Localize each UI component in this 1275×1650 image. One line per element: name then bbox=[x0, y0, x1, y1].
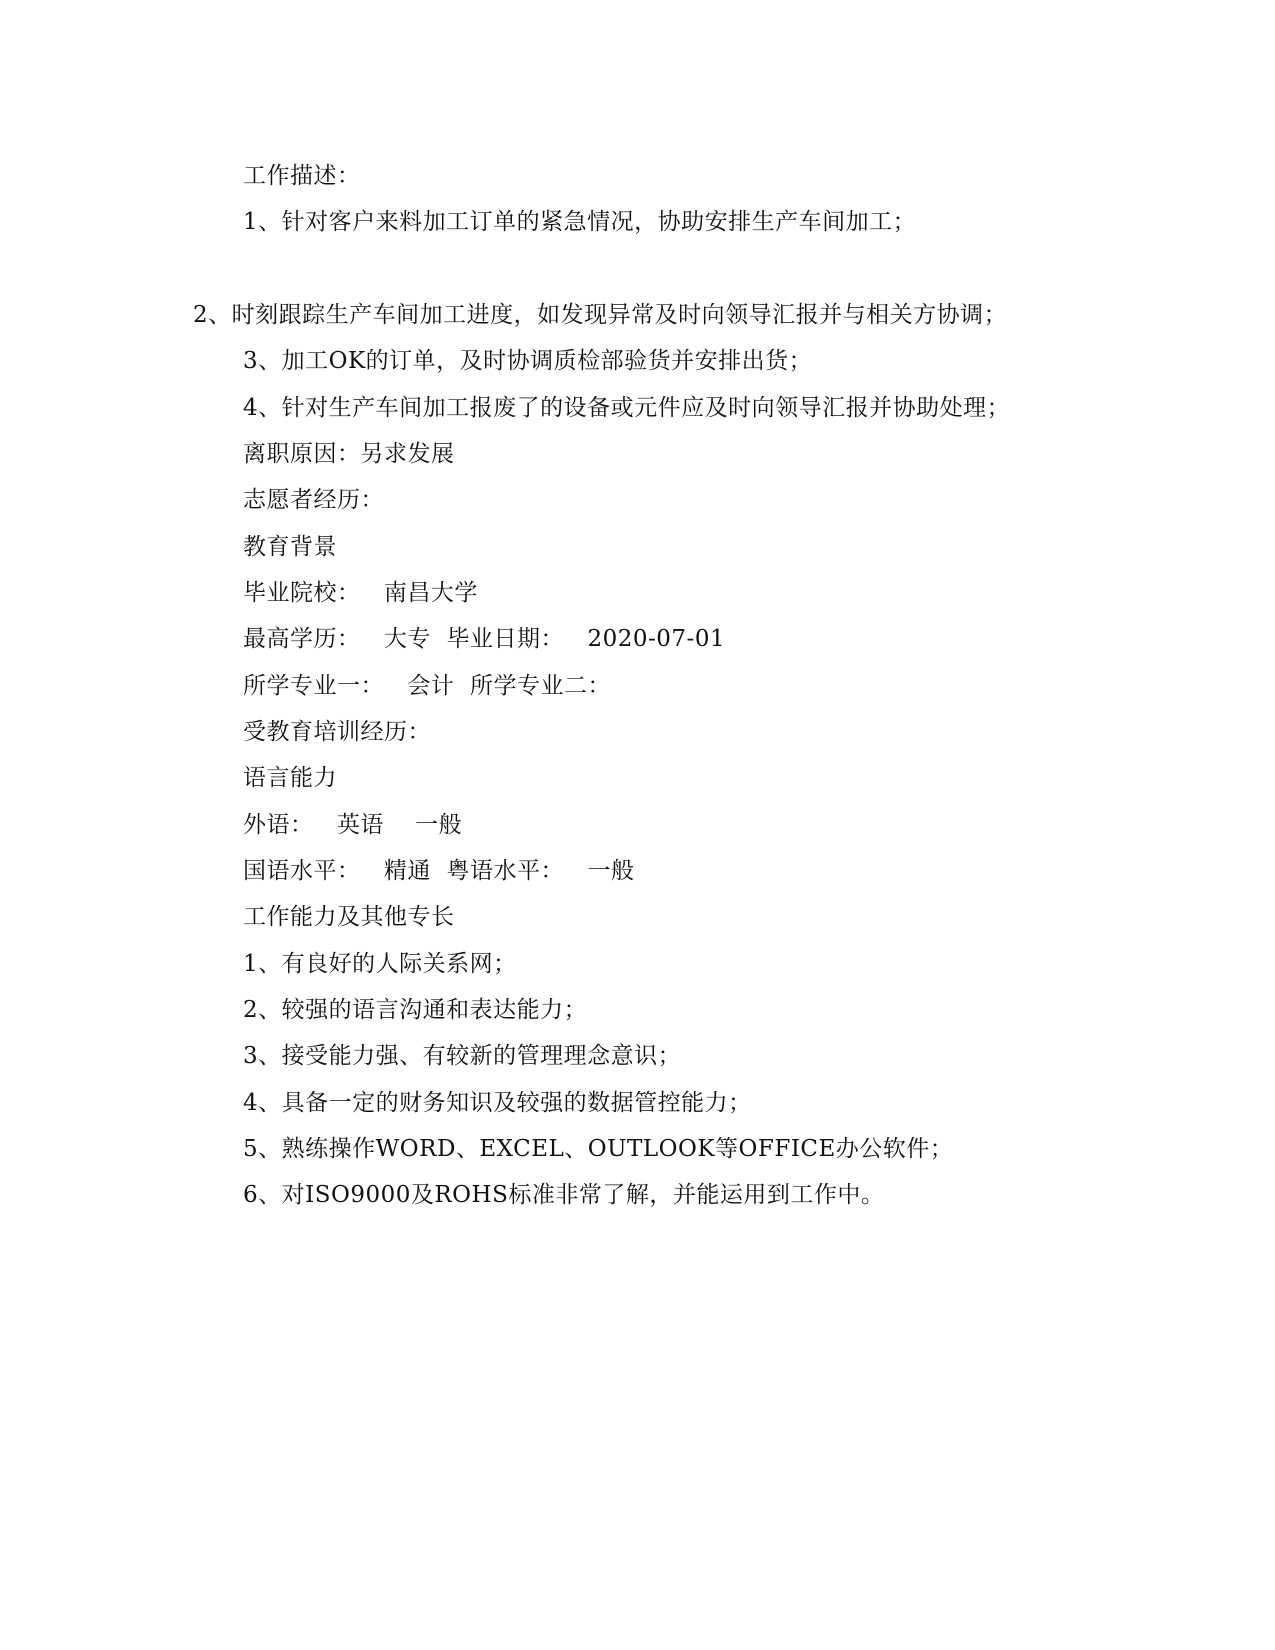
duty-item-2: 2、时刻跟踪生产车间加工进度，如发现异常及时向领导汇报并与相关方协调； bbox=[193, 302, 1008, 328]
skill-item-1: 1、有良好的人际关系网； bbox=[243, 951, 517, 977]
work-description-label: 工作描述： bbox=[243, 163, 361, 189]
duty-item-3: 3、加工OK的订单，及时协调质检部验货并安排出货； bbox=[243, 348, 813, 374]
education-heading: 教育背景 bbox=[243, 534, 337, 560]
skill-item-2: 2、较强的语言沟通和表达能力； bbox=[243, 997, 588, 1023]
skills-heading: 工作能力及其他专长 bbox=[243, 904, 455, 930]
volunteer-label: 志愿者经历： bbox=[243, 487, 384, 513]
skill-item-6: 6、对ISO9000及ROHS标准非常了解，并能运用到工作中。 bbox=[243, 1182, 885, 1208]
skill-item-4: 4、具备一定的财务知识及较强的数据管控能力； bbox=[243, 1090, 752, 1116]
degree-and-graduation-date: 最高学历： 大专 毕业日期： 2020-07-01 bbox=[243, 626, 726, 652]
mandarin-cantonese-level: 国语水平： 精通 粤语水平： 一般 bbox=[243, 858, 635, 884]
language-heading: 语言能力 bbox=[243, 765, 337, 791]
skill-item-5: 5、熟练操作WORD、EXCEL、OUTLOOK等OFFICE办公软件； bbox=[243, 1136, 954, 1162]
majors: 所学专业一： 会计 所学专业二： bbox=[243, 673, 612, 699]
leave-reason: 离职原因：另求发展 bbox=[243, 441, 455, 467]
duty-item-4: 4、针对生产车间加工报废了的设备或元件应及时向领导汇报并协助处理； bbox=[243, 395, 1011, 421]
skill-item-3: 3、接受能力强、有较新的管理理念意识； bbox=[243, 1043, 682, 1069]
foreign-language: 外语： 英语 一般 bbox=[243, 812, 463, 838]
graduation-school: 毕业院校： 南昌大学 bbox=[243, 580, 478, 606]
training-label: 受教育培训经历： bbox=[243, 719, 431, 745]
duty-item-1: 1、针对客户来料加工订单的紧急情况，协助安排生产车间加工； bbox=[243, 209, 917, 235]
